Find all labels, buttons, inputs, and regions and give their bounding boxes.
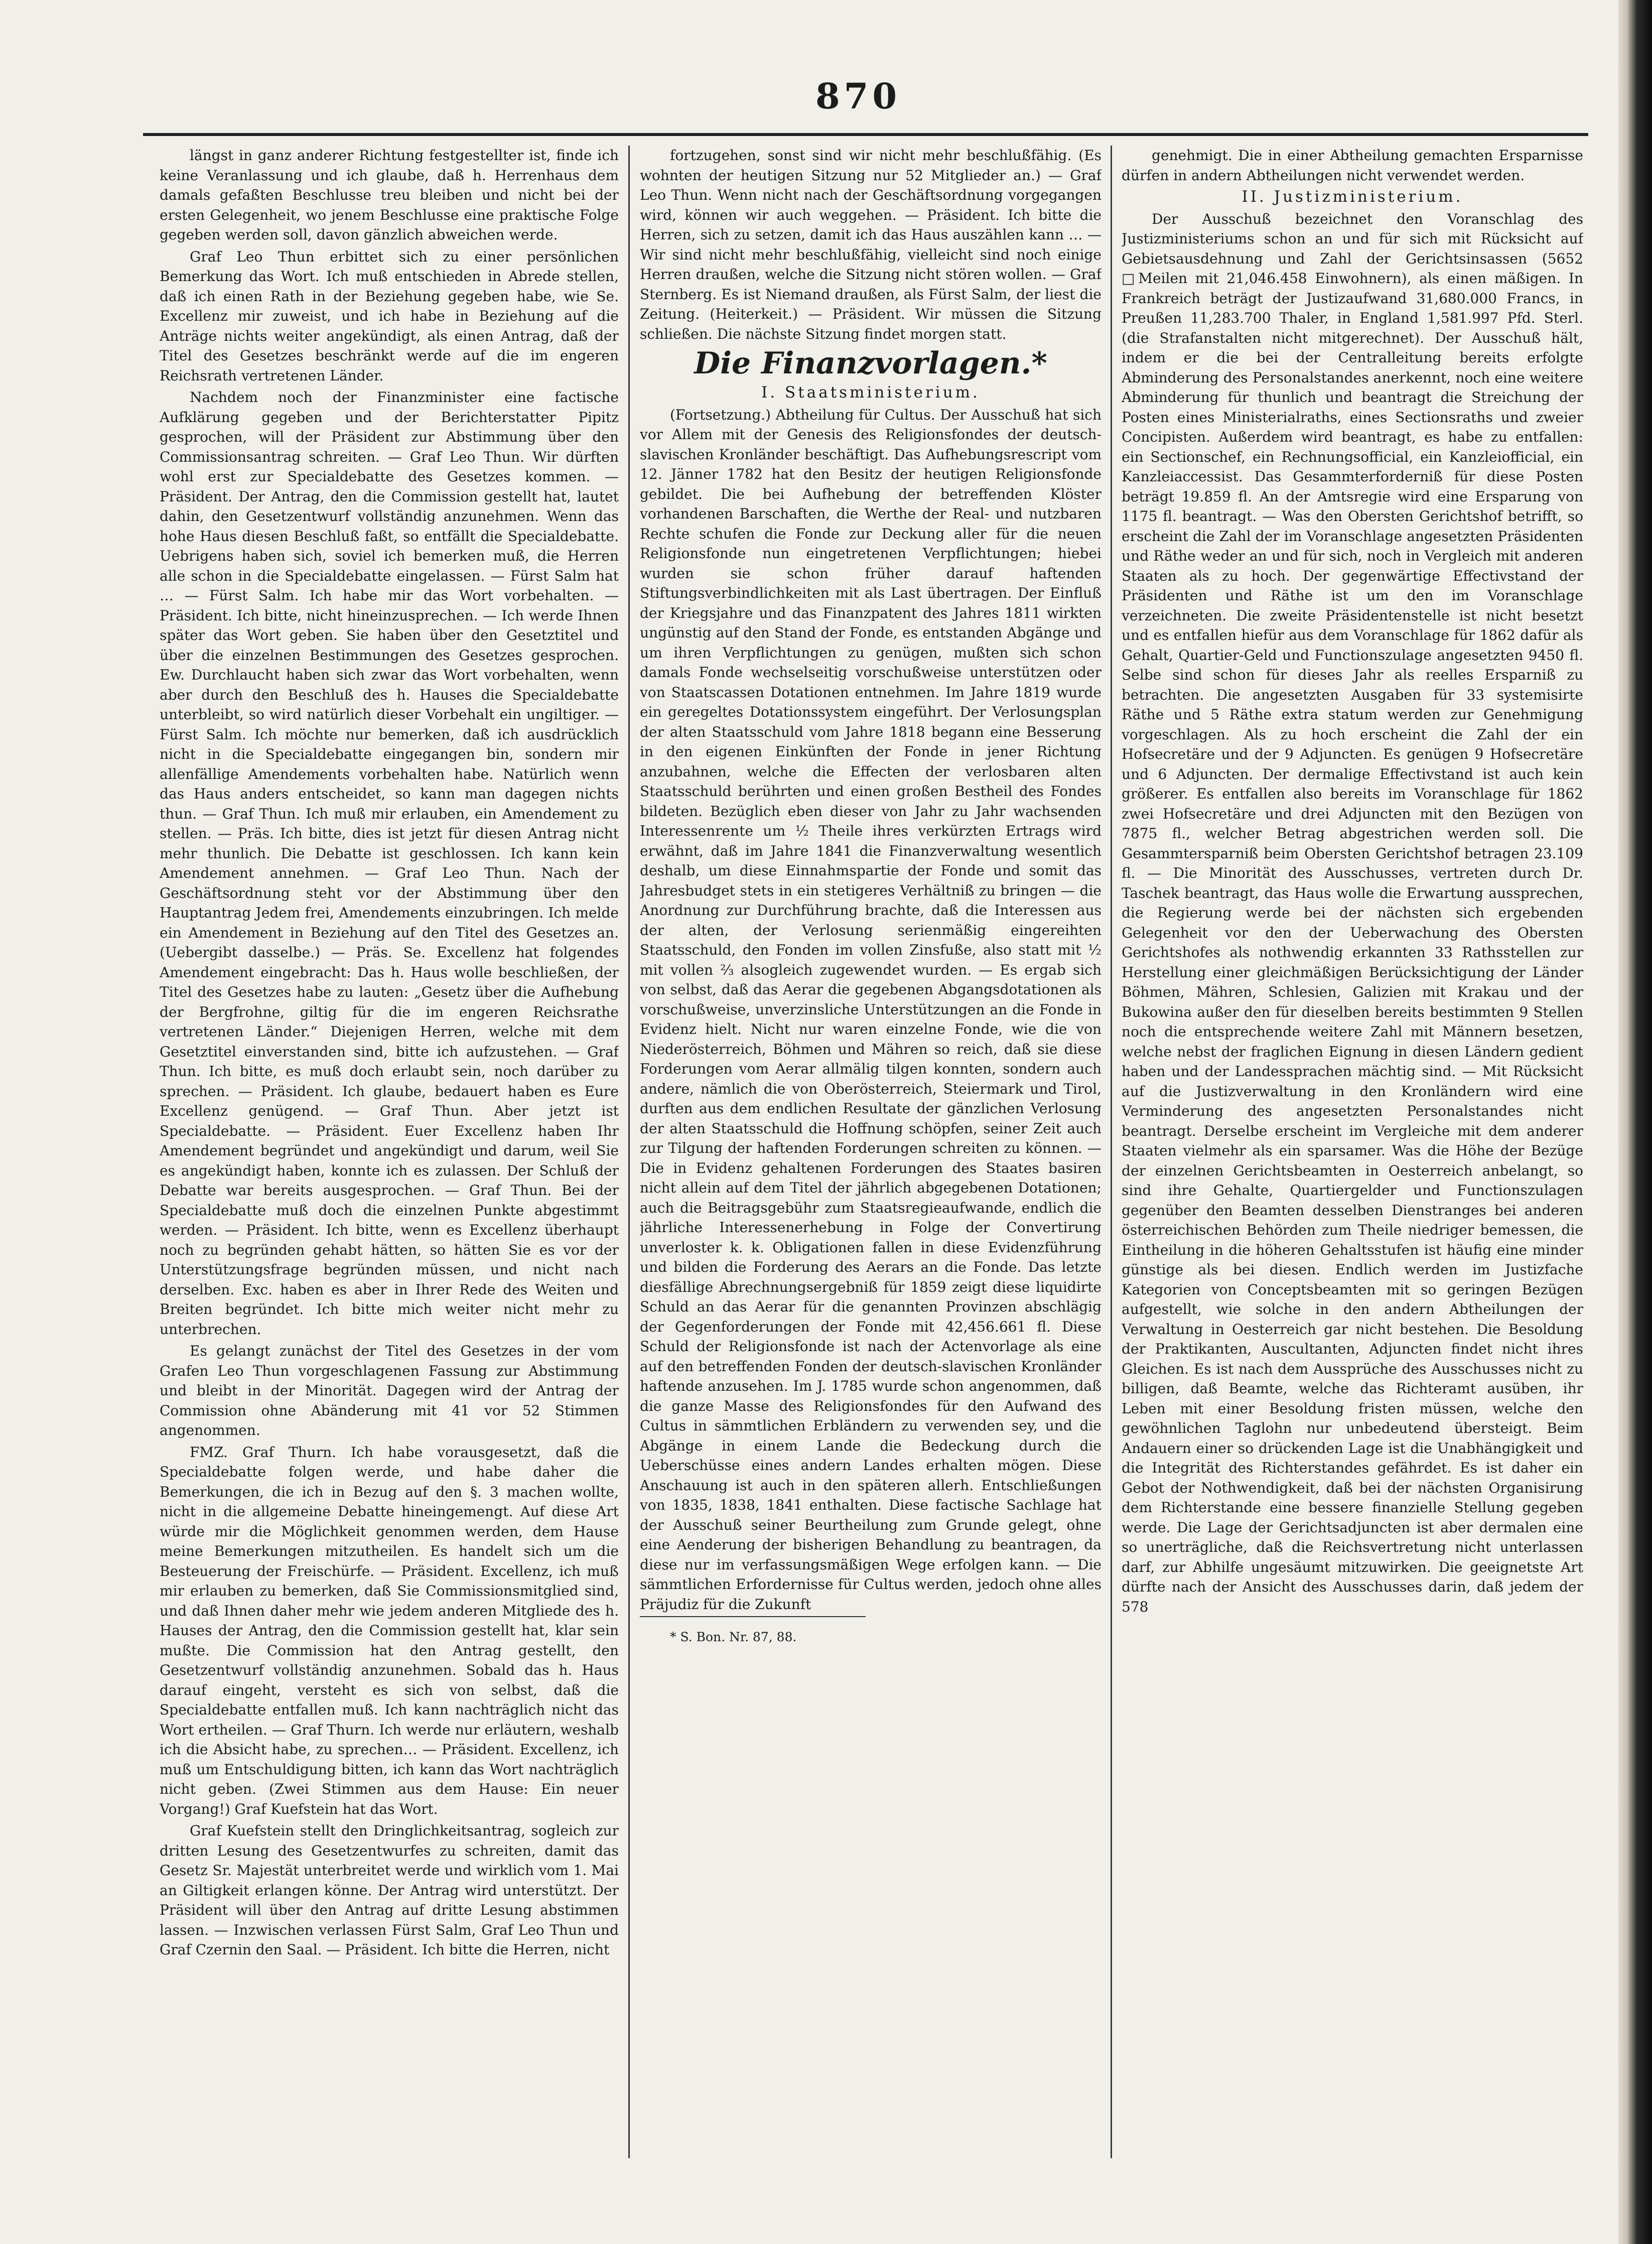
- paragraph: genehmigt. Die in einer Abtheilung gemachten Ersparnisse dürfen in andern Abtheilungen nicht verwendet werden.: [1122, 147, 1583, 184]
- column-divider: [628, 146, 630, 2158]
- paragraph: FMZ. Graf Thurn. Ich habe vorausgesetzt, daß die Specialdebatte folgen werde, und habe daher die Bemerkungen, die ich in Bezug auf den §. 3 machen wollte, nicht in die allgemeine Debatte hineingemengt. Auf diese Art würde mir die Möglichkeit genommen werden, dem Hause meine Bemerkungen mitzutheilen. Es handelt sich um die Besteuerung der Freischürfe. — Präsident. Excellenz, ich muß mir erlauben zu bemerken, daß Sie Commissionsmitglied sind, und daß Ihnen daher mehr wie jedem anderen Mitgliede des h. Hauses der Antrag, den die Commission gestellt hat, klar sein mußte. Die Commission hat den Antrag gestellt, den Gesetzentwurf vollständig anzunehmen. Sobald das h. Haus darauf eingeht, versteht es sich von selbst, daß die Specialdebatte entfallen muß. Ich kann nachträglich nicht das Wort ertheilen. — Graf Thurn. Ich werde nur erläutern, weshalb ich die Absicht habe, zu sprechen… — Präsident. Excellenz, ich muß um Entschuldigung bitten, ich kann das Wort nachträglich nicht geben. (Zwei Stimmen aus dem Hause: Ein neuer Vorgang!) Graf Kuefstein hat das Wort.: [160, 1443, 619, 1817]
- paragraph: Graf Kuefstein stellt den Dringlichkeitsantrag, sogleich zur dritten Lesung des Gesetzentwurfes zu schreiten, damit das Gesetz Sr. Majestät unterbreitet werde und wirklich vom 1. Mai an Giltigkeit erlangen könne. Der Antrag wird unterstützt. Der Präsident will über den Antrag auf dritte Lesung abstimmen lassen. — Inzwischen verlassen Fürst Salm, Graf Leo Thun und Graf Czernin den Saal. — Präsident. Ich bitte die Herren, nicht: [160, 1822, 619, 1958]
- paragraph: Der Ausschuß bezeichnet den Voranschlag des Justizministeriums schon an und für sich mit Rücksicht auf Gebietsausdehnung und Zahl der Gerichtsinsassen (5652 □Meilen mit 21,046.458 Einwohnern), als einen mäßigen. In Frankreich beträgt der Justizaufwand 31,680.000 Francs, in Preußen 11,283.700 Thaler, in England 1,581.997 Pfd. Sterl. (die Strafanstalten nicht mitgerechnet). Der Ausschuß hält, indem er die bei der Centralleitung bereits erfolgte Abminderung des Personalstandes anerkennt, noch eine weitere Abminderung für thunlich und beantragt die Streichung der Posten eines Ministerialraths, eines Sectionsraths und zweier Concipisten. Außerdem wird beantragt, es habe zu entfallen: ein Sectionschef, ein Rechnungsofficial, ein Kanzleiofficial, ein Kanzleiaccessist. Das Gesammterforderniß für diese Posten beträgt 19.859 fl. An der Amtsregie wird eine Ersparung von 1175 fl. beantragt. — Was den Obersten Gerichtshof betrifft, so erscheint die Zahl der im Voranschlage angesetzten Präsidenten und Räthe weder an und für sich, noch in Vergleich mit anderen Staaten als zu hoch. Der gegenwärtige Effectivstand der Präsidenten und Räthe ist um den im Voranschlage verzeichneten. Die zweite Präsidentenstelle ist nicht besetzt und es entfallen hiefür aus dem Voranschlage für 1862 dafür als Gehalt, Quartier-Geld und Functionszulage angesetzten 9450 fl. Selbe sind schon für dieses Jahr als reelles Ersparniß zu betrachten. Die angesetzten Ausgaben für 33 systemisirte Räthe und 5 Räthe extra statum werden zur Genehmigung vorgeschlagen. Als zu hoch erscheint die Zahl der ein Hofsecretäre und der 9 Adjuncten. Es genügen 9 Hofsecretäre und 6 Adjuncten. Der dermalige Effectivstand ist auch kein größerer. Es entfallen also bereits im Voranschlage für 1862 zwei Hofsecretäre und drei Adjuncten mit den Bezügen von 7875 fl., welcher Betrag abgestrichen werden soll. Die Gesammtersparniß beim Obersten Gerichtshof betragen 23.109 fl. — Die Minorität des Ausschusses, vertreten durch Dr. Taschek beantragt, das Haus wolle die Erwartung aussprechen, die Regierung werde bei der nächsten sich ergebenden Gelegenheit vor den der Ueberwachung des Obersten Gerichtshofes als nothwendig erkannten 33 Rathsstellen zur Herstellung einer gleichmäßigen Berücksichtigung der Länder Böhmen, Mähren, Schlesien, Galizien mit Krakau und der Bukowina außer den für dieselben bereits bestimmten 9 Stellen noch die entsprechende weitere Zahl mit Männern besetzen, welche nebst der fraglichen Eignung in diesen Ländern gedient haben und der Landessprachen mächtig sind. — Mit Rücksicht auf die Justizverwaltung in den Kronländern wird eine Verminderung des angesetzten Personalstandes nicht beantragt. Derselbe erscheint im Vergleiche mit dem anderer Staaten vielmehr als ein sparsamer. Was die Höhe der Bezüge der einzelnen Gerichtsbeamten in Oesterreich anbelangt, so sind ihre Gehalte, Quartiergelder und Functionszulagen gegenüber den Beamten desselben Dienstranges bei anderen österreichischen Behörden zum Theile niedriger bemessen, die Eintheilung in die höheren Gehaltsstufen ist häufig eine minder günstige als bei diesen. Endlich werden im Justizfache Kategorien von Conceptsbeamten mit so geringen Bezügen aufgestellt, wie solche in den andern Abtheilungen der Verwaltung in Oesterreich gar nicht bestehen. Die Besoldung der Praktikanten, Auscultanten, Adjuncten findet nicht ihres Gleichen. Es ist nach dem Aussprüche des Ausschusses nicht zu billigen, daß Beamte, welche das Richteramt ausüben, ihr Leben mit einer Besoldung fristen müssen, welche den gewöhnlichen Taglohn nur unbedeutend übersteigt. Beim Andauern einer so drückenden Lage ist die Unabhängigkeit und die Integrität des Richterstandes gefährdet. Es ist daher ein Gebot der Nothwendigkeit, daß bei der nächsten Organisirung dem Richterstande eine bessere finanzielle Stellung gegeben werde. Die Lage der Gerichtsadjuncten ist aber dermalen eine so unerträgliche, daß die Reichsvertretung nicht unterlassen darf, zur Abhilfe ungesäumt mitzuwirken. Die geeignetste Art dürfte nach der Ansicht des Ausschusses darin, daß jedem der 578: [1122, 210, 1583, 1615]
- page-number: 870: [815, 75, 901, 117]
- paragraph: (Fortsetzung.) Abtheilung für Cultus. Der Ausschuß hat sich vor Allem mit der Genesis des Religionsfondes der deutsch-slavischen Kronländer beschäftigt. Das Aufhebungsrescript vom 12. Jänner 1782 hat den Besitz der heutigen Religionsfonde gebildet. Die bei Aufhebung der betreffenden Klöster vorhandenen Barschaften, die Werthe der Real- und nutzbaren Rechte schufen die Fonde zur Deckung aller für die neuen Religionsfonde nun eingetretenen Verpflichtungen; hiebei wurden sie schon früher darauf haftenden Stiftungsverbindlichkeiten mit als Last übertragen. Der Einfluß der Kriegsjahre und das Finanzpatent des Jahres 1811 wirkten ungünstig auf den Stand der Fonde, es entstanden Abgänge und um ihren Verpflichtungen zu genügen, mußten sich schon damals Fonde wechselseitig vorschußweise unterstützen oder von Staatscassen Dotationen entnehmen. Im Jahre 1819 wurde ein geregeltes Dotationssystem eingeführt. Der Verlosungsplan der alten Staatsschuld vom Jahre 1818 begann eine Besserung in den eigenen Einkünften der Fonde in jener Richtung anzubahnen, welche die Effecten der verlosbaren alten Staatsschuld berührten und einen großen Bestheil des Fondes bildeten. Bezüglich eben dieser von Jahr zu Jahr wachsenden Interessenrente um ½ Theile ihres verkürzten Ertrags wird erwähnt, daß im Jahre 1841 die Finanzverwaltung wesentlich deshalb, um diese Einnahmspartie der Fonde und somit das Jahresbudget stets in ein stetigeres Verhältniß zu bringen — die Anordnung zur Durchführung brachte, daß die Interessen aus der alten, der Verlosung serienmäßig eingereihten Staatsschuld, den Fonden im vollen Zinsfuße, also statt mit ½ mit vollen ⅔ alsogleich zugewendet wurden. — Es ergab sich von selbst, daß das Aerar die gegebenen Abgangsdotationen als vorschußweise, unverzinsliche Unterstützungen an die Fonde in Evidenz hielt. Nicht nur waren einzelne Fonde, wie die von Niederösterreich, Böhmen und Mähren so reich, daß sie diese Forderungen vom Aerar allmälig tilgen konnten, sondern auch andere, nämlich die von Oberösterreich, Steiermark und Tirol, durften aus dem endlichen Resultate der gänzlichen Verlosung der alten Staatsschuld die Hoffnung schöpfen, seiner Zeit auch zur Tilgung der haftenden Forderungen schreiten zu können. — Die in Evidenz gehaltenen Forderungen des Staates basiren nicht allein auf dem Titel der jährlich abgegebenen Dotationen; auch die Beitragsgebühr zum Staatsregieaufwande, endlich die jährliche Interessenerhebung in Folge der Convertirung unverloster k. k. Obligationen fallen in diese Evidenzführung und bilden die Forderung des Aerars an die Fonde. Das letzte diesfällige Abrechnungsergebniß für 1859 zeigt diese liquidirte Schuld an das Aerar für die genannten Provinzen abschlägig der Gegenforderungen der Fonde mit 42,456.661 fl. Diese Schuld der Religionsfonde ist nach der Actenvorlage als eine auf den betreffenden Fonden der deutsch-slavischen Kronländer haftende anzusehen. Im J. 1785 wurde schon angenommen, daß die ganze Masse des Religionsfondes für den Aufwand des Cultus in sämmtlichen Erbländern zu verwenden sey, und die Abgänge in einem Lande die Bedeckung durch die Ueberschüsse eines andern Landes erhalten mögen. Diese Anschauung ist auch in den späteren allerh. Entschließungen von 1835, 1838, 1841 enthalten. Diese factische Sachlage hat der Ausschuß seiner Beurtheilung zum Grunde gelegt, ohne eine Aenderung der bisherigen Behandlung zu beantragen, da diese nur im verfassungsmäßigen Wege erfolgen kann. — Die sämmtlichen Erfordernisse für Cultus werden, jedoch ohne alles Präjudiz für die Zukunft: [640, 406, 1102, 1613]
- paragraph: längst in ganz anderer Richtung festgestellter ist, finde ich keine Veranlassung und ich glaube, daß h. Herrenhaus dem damals gefaßten Beschlusse treu bleiben und nicht bei der ersten Gelegenheit, wo jenem Beschlusse eine praktische Folge gegeben werden soll, davon gänzlich abweichen werde.: [160, 147, 619, 243]
- paragraph: Graf Leo Thun erbittet sich zu einer persönlichen Bemerkung das Wort. Ich muß entschieden in Abrede stellen, daß ich einen Rath in der Beziehung gegeben habe, wie Se. Excellenz mir zuweist, und ich habe in Beziehung auf die Anträge nichts weiter angekündigt, als einen Antrag, daß der Titel des Gesetzes beschränkt werde auf die im engeren Reichsrath vertretenen Länder.: [160, 248, 619, 384]
- section-subheading: II. Justizministerium.: [1242, 188, 1463, 206]
- section-headline: Die Finanzvorlagen.*: [694, 346, 1047, 381]
- column-1: [160, 146, 619, 2173]
- column-3: [1122, 146, 1583, 2173]
- footnote: * S. Bon. Nr. 87, 88.: [640, 1616, 866, 1647]
- section-subheading: I. Staatsministerium.: [761, 383, 980, 402]
- column-divider: [1111, 146, 1112, 2158]
- paragraph: Nachdem noch der Finanzminister eine factische Aufklärung gegeben und der Berichterstatter Pipitz gesprochen, will der Präsident zur Abstimmung über den Commissionsantrag schreiten. — Graf Leo Thun. Wir dürften wohl erst zur Specialdebatte des Gesetzes kommen. — Präsident. Der Antrag, den die Commission gestellt hat, lautet dahin, den Gesetzentwurf vollständig anzunehmen. Wenn das hohe Haus diesen Beschluß faßt, so entfällt die Specialdebatte. Uebrigens haben sich, soviel ich bemerken muß, die Herren alle schon in die Specialdebatte eingelassen. — Fürst Salm hat … — Fürst Salm. Ich habe mir das Wort vorbehalten. — Präsident. Ich bitte, nicht hineinzusprechen. — Ich werde Ihnen später das Wort geben. Sie haben über den Gesetztitel und über die einzelnen Bestimmungen des Gesetzes gesprochen. Ew. Durchlaucht haben sich zwar das Wort vorbehalten, wenn aber durch den Beschluß des h. Hauses die Specialdebatte unterbleibt, so wird natürlich dieser Vorbehalt ein ungiltiger. — Fürst Salm. Ich möchte nur bemerken, daß ich ausdrücklich nicht in die Specialdebatte eingegangen bin, sondern mir allenfällige Amendements vorbehalten habe. Natürlich wenn das Haus anders entscheidet, so kann man dagegen nichts thun. — Graf Thun. Ich muß mir erlauben, ein Amendement zu stellen. — Präs. Ich bitte, dies ist jetzt für diesen Antrag nicht mehr thunlich. Die Debatte ist geschlossen. Ich kann kein Amendement annehmen. — Graf Leo Thun. Nach der Geschäftsordnung steht vor der Abstimmung über den Hauptantrag Jedem frei, Amendements einzubringen. Ich melde ein Amendement in Beziehung auf den Titel des Gesetzes an. (Uebergibt dasselbe.) — Präs. Se. Excellenz hat folgendes Amendement eingebracht: Das h. Haus wolle beschließen, der Titel des Gesetzes habe zu lauten: „Gesetz über die Aufhebung der Bergfrohne, giltig für die im engeren Reichsrathe vertretenen Länder.“ Diejenigen Herren, welche mit dem Gesetztitel einverstanden sind, bitte ich aufzustehen. — Graf Thun. Ich bitte, es muß doch erlaubt sein, noch darüber zu sprechen. — Präsident. Ich glaube, bedauert haben es Eure Excellenz genügend. — Graf Thun. Aber jetzt ist Specialdebatte. — Präsident. Euer Excellenz haben Ihr Amendement begründet und angekündigt und darum, weil Sie es angekündigt haben, konnte ich es zulassen. Der Schluß der Debatte war bereits ausgesprochen. — Graf Thun. Bei der Specialdebatte muß doch die einzelnen Punkte abgestimmt werden. — Präsident. Ich bitte, wenn es Excellenz überhaupt noch zu begründen gehabt hätten, so hätten Sie es vor der Unterstützungsfrage begründen müssen, und nicht nach derselben. Exc. haben es aber in Ihrer Rede des Weiten und Breiten begründet. Ich bitte mich weiter nicht mehr zu unterbrechen.: [160, 389, 619, 1338]
- page-edge-shadow: [1618, 0, 1652, 2244]
- column-2: [640, 146, 1102, 2173]
- paragraph: Es gelangt zunächst der Titel des Gesetzes in der vom Grafen Leo Thun vorgeschlagenen Fassung zur Abstimmung und bleibt in der Minorität. Dagegen wird der Antrag der Commission ohne Abänderung mit 41 vor 52 Stimmen angenommen.: [160, 1343, 619, 1438]
- header-rule: [143, 133, 1588, 136]
- paragraph: fortzugehen, sonst sind wir nicht mehr beschlußfähig. (Es wohnten der heutigen Sitzung nur 52 Mitglieder an.) — Graf Leo Thun. Wenn nicht nach der Geschäftsordnung vorgegangen wird, können wir auch weggehen. — Präsident. Ich bitte die Herren, sich zu setzen, damit ich das Haus auszählen kann … — Wir sind nicht mehr beschlußfähig, vielleicht sind noch einige Herren draußen, welche die Sitzung nicht stören wollen. — Graf Sternberg. Es ist Niemand draußen, als Fürst Salm, der liest die Zeitung. (Heiterkeit.) — Präsident. Wir müssen die Sitzung schließen. Die nächste Sitzung findet morgen statt.: [640, 147, 1102, 342]
